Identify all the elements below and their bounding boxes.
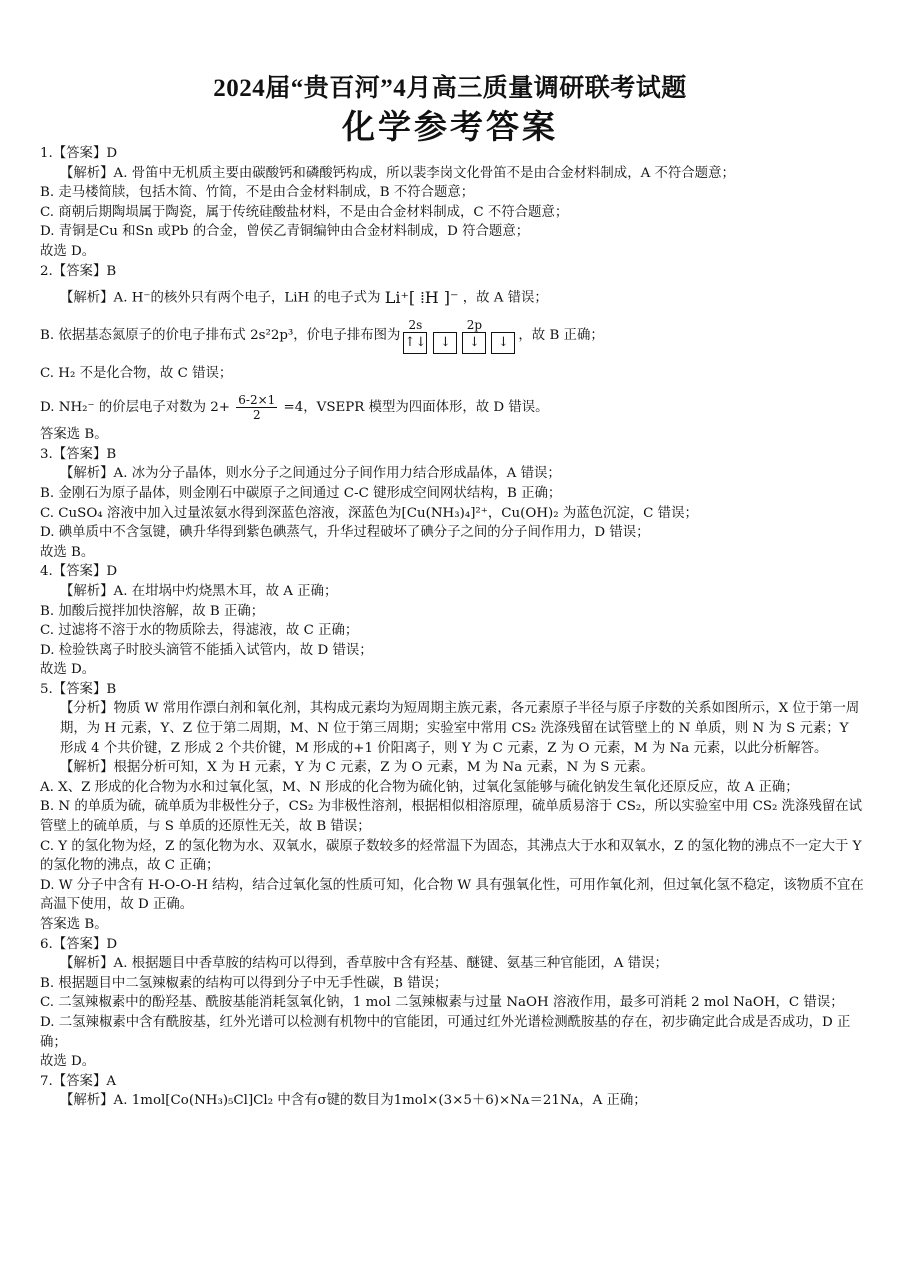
orbital-box: ↑↓ <box>403 332 427 354</box>
q5-answer: 5.【答案】B <box>40 681 117 697</box>
orbital-2p <box>433 318 515 354</box>
fraction-denominator: 2 <box>252 408 261 423</box>
q3-line: C. CuSO₄ 溶液中加入过量浓氨水得到深蓝色溶液，深蓝色为[Cu(NH₃)₄]²⁺，Cu(OH)₂ 为蓝色沉淀，C 错误； <box>40 505 698 521</box>
orbital-2s-label: 2s <box>408 318 423 333</box>
exam-title: 2024届“贵百河”4月高三质量调研联考试题 <box>213 75 687 102</box>
vsepr-fraction <box>236 393 277 422</box>
orbital-2s <box>403 318 427 354</box>
q1-line: B. 走马楼简牍，包括木简、竹简，不是由合金材料制成，B 不符合题意； <box>40 185 475 201</box>
q3-line: 故选 B。 <box>40 544 95 560</box>
orbital-box: ↓ <box>433 332 457 354</box>
q5-option-d: D. W 分子中含有 H-O-O-H 结构，结合过氧化氢的性质可知，化合物 W 具有强氧化性，可用作氧化剂，但过氧化氢不稳定，该物质不宜在高温下使用，故 D 正确。 <box>40 877 864 913</box>
q7-option-a: 【解析】A. 1mol[Co(NH₃)₅Cl]Cl₂ 中含有σ键的数目为1mol×(3×5＋6)×Nᴀ＝21Nᴀ，A 正确； <box>60 1093 647 1109</box>
q6-option-d: D. 二氢辣椒素中含有酰胺基，红外光谱可以检测有机物中的官能团，可通过红外光谱检测酰胺基的存在，初步确定此合成是否成功，D 正确； <box>40 1014 851 1050</box>
q5-explain: 【解析】根据分析可知，X 为 H 元素，Y 为 C 元素，Z 为 O 元素，M 为 Na 元素，N 为 S 元素。 <box>60 760 654 776</box>
q2-conclusion: 答案选 B。 <box>40 427 108 443</box>
q3-line: B. 金刚石为原子晶体，则金刚石中碳原子之间通过 C-C 键形成空间网状结构，B 正确； <box>40 485 562 501</box>
q3-line: 【解析】A. 冰为分子晶体，则水分子之间通过分子间作用力结合形成晶体，A 错误； <box>60 466 561 482</box>
q2-option-a <box>40 281 866 315</box>
q6-option-c: C. 二氢辣椒素中的酚羟基、酰胺基能消耗氢氧化钠，1 mol 二氢辣椒素与过量 NaOH 溶液作用，最多可消耗 2 mol NaOH，C 错误； <box>40 995 844 1011</box>
q2-answer: 2.【答案】B <box>40 263 117 279</box>
q2-b-tail: ，故 B 正确； <box>518 328 604 344</box>
q3-answer: 3.【答案】B <box>40 446 117 462</box>
exam-subtitle: 化学参考答案 <box>342 107 558 146</box>
q1-line: 【解析】A. 骨笛中无机质主要由碳酸钙和磷酸钙构成，所以裴李岗文化骨笛不是由合金材料制成，A 不符合题意； <box>60 165 735 181</box>
q6-conclusion: 故选 D。 <box>40 1054 96 1070</box>
q3-line: D. 碘单质中不含氢键，碘升华得到紫色碘蒸气，升华过程破坏了碘分子之间的分子间作用力，D 错误； <box>40 525 650 541</box>
q2-option-d <box>40 391 866 425</box>
q4-answer: 4.【答案】D <box>40 564 118 580</box>
q7-answer: 7.【答案】A <box>40 1073 117 1089</box>
q6-option-b: B. 根据题目中二氢辣椒素的结构可以得到分子中无手性碳，B 错误； <box>40 975 448 991</box>
q2-b-text: B. 依据基态氮原子的价电子排布式 2s²2p³，价电子排布图为 <box>40 328 401 344</box>
q4-line: C. 过滤将不溶于水的物质除去，得滤液，故 C 正确； <box>40 623 359 639</box>
q2-a-tail: ，故 A 错误； <box>462 290 548 306</box>
q1-line: 故选 D。 <box>40 243 96 259</box>
q5-option-c: C. Y 的氢化物为烃，Z 的氢化物为水、双氧水，碳原子数较多的烃常温下为固态，其沸点大于水和双氧水，Z 的氢化物的沸点不一定大于 Y 的氢化物的沸点，故 C 正确； <box>40 838 862 874</box>
q4-line: B. 加酸后搅拌加快溶解，故 B 正确； <box>40 603 265 619</box>
q2-option-c: C. H₂ 不是化合物，故 C 错误； <box>40 366 233 382</box>
q5-analysis: 【分析】物质 W 常用作漂白剂和氧化剂，其构成元素均为短周期主族元素，各元素原子半径与原子序数的关系如图所示，X 位于第一周期，为 H 元素，Y、Z 位于第二周期，M、N 位于第三周期；实验室中常用 CS₂ 洗涤残留在试管壁上的 N 单质，则 N 为 S 元素；Y 形成 4 个共价键，Z 形成 2 个共价键，M 形成的+1 价阳离子，则 Y 为 C 元素，Z 为 O 元素，M 为 Na 元素，以此分析解答。 <box>60 701 860 756</box>
q2-a-text: 【解析】A. H⁻的核外只有两个电子，LiH 的电子式为 <box>60 290 381 306</box>
q2-option-b <box>40 315 866 357</box>
q1-line: D. 青铜是Cu 和Sn 或Pb 的合金，曾侯乙青铜编钟由合金材料制成，D 符合题意； <box>40 224 530 240</box>
q5-option-b: B. N 的单质为硫，硫单质为非极性分子，CS₂ 为非极性溶剂，根据相似相溶原理，硫单质易溶于 CS₂，所以实验室中用 CS₂ 洗涤残留在试管壁上的硫单质，与 S 单质的还原性无关，故 B 错误； <box>40 799 863 835</box>
q4-line: 故选 D。 <box>40 662 96 678</box>
q6-option-a: 【解析】A. 根据题目中香草胺的结构可以得到，香草胺中含有羟基、醚键、氨基三种官能团，A 错误； <box>60 956 668 972</box>
q4-line: 【解析】A. 在坩埚中灼烧黑木耳，故 A 正确； <box>60 583 338 599</box>
fraction-numerator: 6-2×1 <box>238 393 276 408</box>
answer-body <box>40 144 866 1111</box>
q1-answer: 1.【答案】D <box>40 146 118 161</box>
q2-d-text: D. NH₂⁻ 的价层电子对数为 2+ <box>40 400 230 416</box>
q4-line: D. 检验铁离子时胶头滴管不能插入试管内，故 D 错误； <box>40 642 373 658</box>
q6-answer: 6.【答案】D <box>40 936 118 952</box>
q1-line: C. 商朝后期陶埙属于陶瓷，属于传统硅酸盐材料，不是由合金材料制成，C 不符合题意； <box>40 204 569 220</box>
orbital-2p-label: 2p <box>466 318 483 333</box>
lih-electron-formula: Li⁺[ ⁞H ]⁻ <box>384 288 459 308</box>
q5-option-a: A. X、Z 形成的化合物为水和过氧化氢，M、N 形成的化合物为硫化钠，过氧化氢能够与硫化钠发生氧化还原反应，故 A 正确； <box>40 779 799 795</box>
orbital-box: ↓ <box>462 332 486 354</box>
q5-conclusion: 答案选 B。 <box>40 917 108 932</box>
q2-d-tail: =4，VSEPR 模型为四面体形，故 D 错误。 <box>283 400 549 416</box>
orbital-box: ↓ <box>491 332 515 354</box>
